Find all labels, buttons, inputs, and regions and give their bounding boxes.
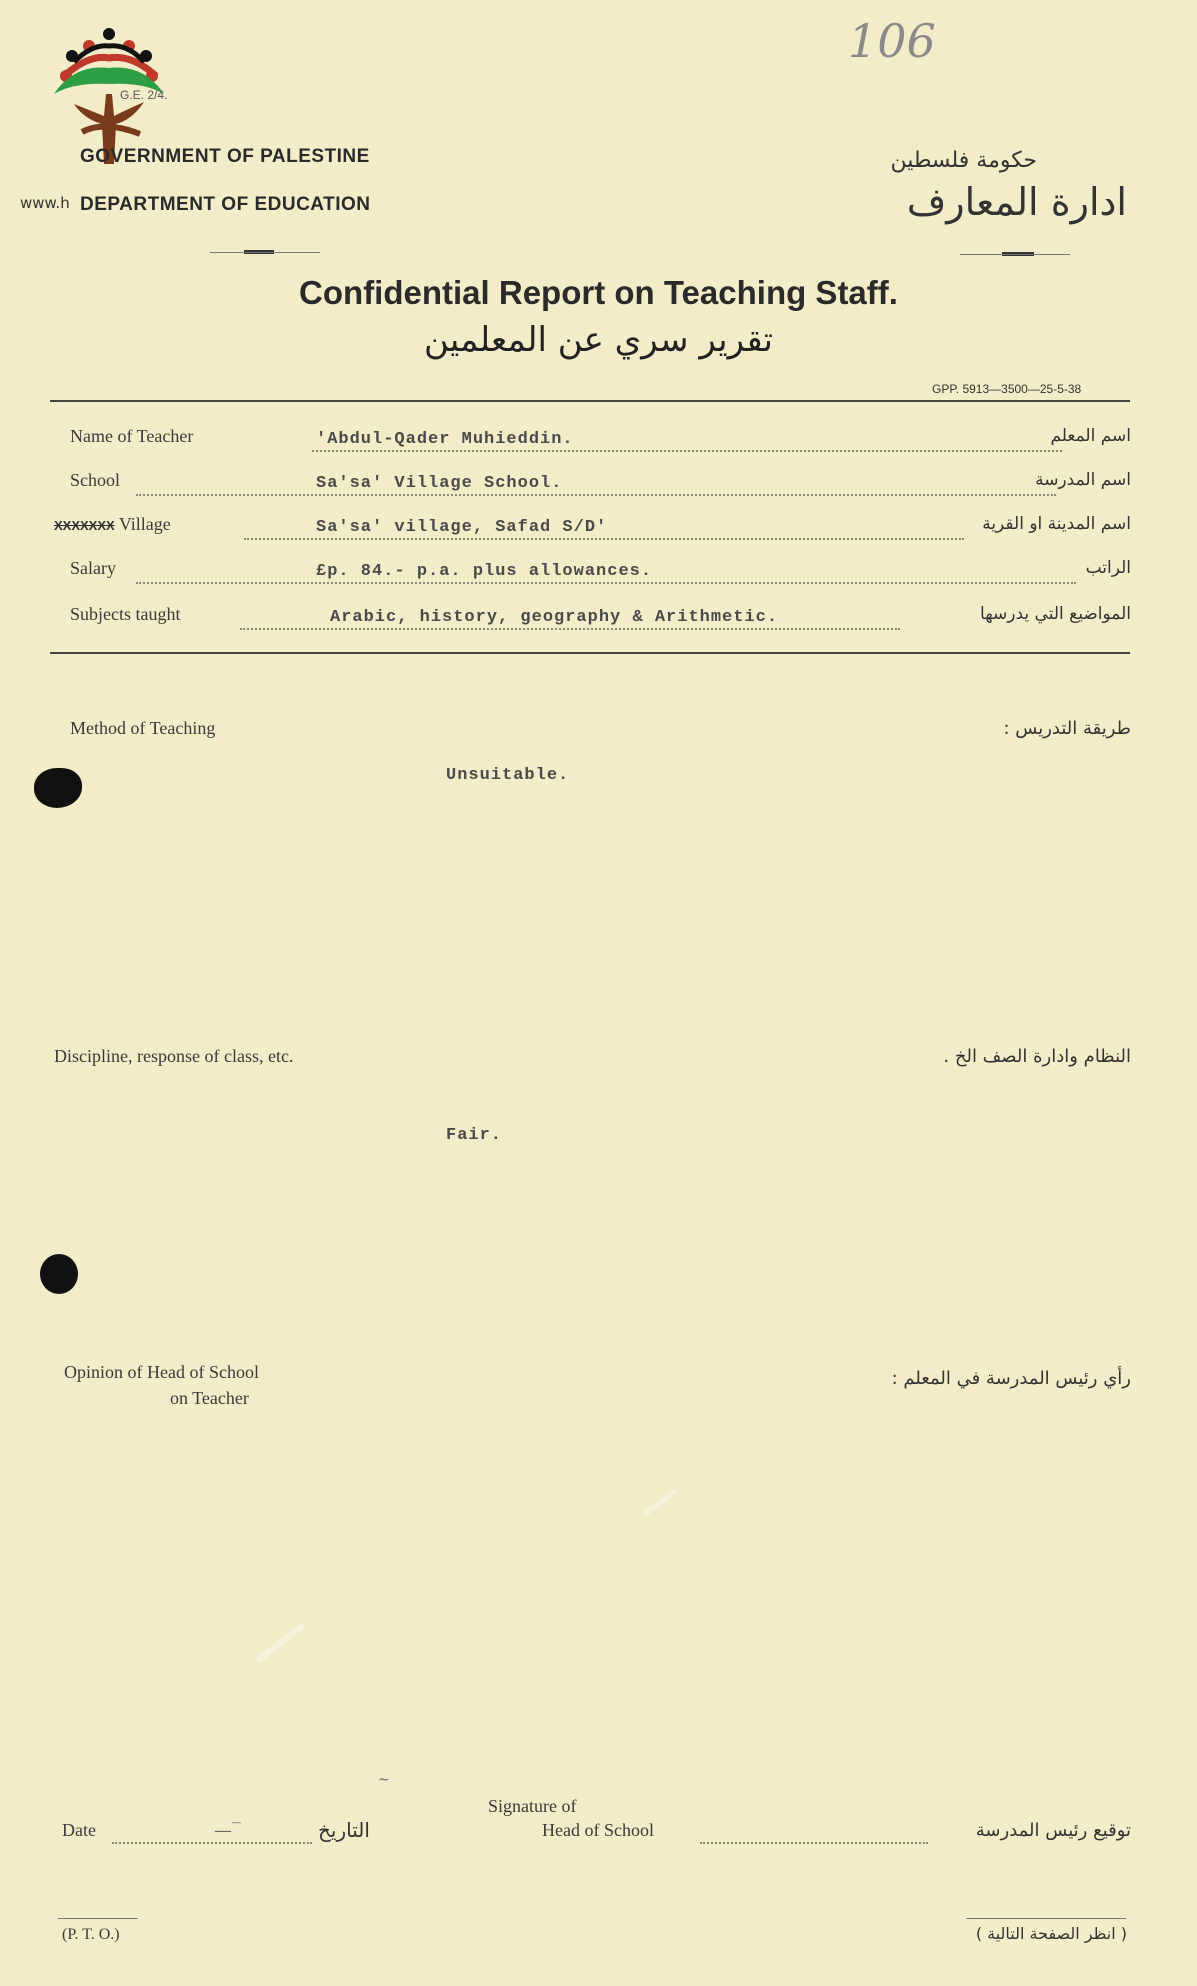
department-heading-ar: ادارة المعارف: [906, 180, 1127, 224]
pto-label: (P. T. O.): [62, 1926, 120, 1943]
signature-label-ar: توقيع رئيس المدرسة: [975, 1820, 1131, 1841]
field-label-ar: اسم المدينة او القرية: [982, 514, 1131, 534]
field-label-ar: الراتب: [1085, 558, 1131, 578]
date-dotted-line: [112, 1842, 312, 1844]
field-dotted-line: [244, 538, 964, 540]
punch-hole-mark: [40, 1254, 78, 1294]
watermark-url: www.h: [20, 194, 70, 212]
field-dotted-line: [312, 450, 1062, 452]
opinion-label-en-line1: Opinion of Head of School: [64, 1362, 259, 1382]
signature-label-line2: Head of School: [542, 1820, 654, 1840]
method-value: Unsuitable.: [446, 766, 570, 785]
footer-rule-left: [58, 1918, 138, 1919]
field-label-en: Salary: [70, 558, 116, 578]
report-title-en: Confidential Report on Teaching Staff.: [299, 274, 898, 311]
bottom-rule: [50, 652, 1130, 654]
department-heading-en: DEPARTMENT OF EDUCATION: [80, 194, 371, 215]
teacher-name-value: 'Abdul-Qader Muhieddin.: [316, 430, 574, 449]
date-label: Date: [62, 1820, 96, 1840]
discipline-value: Fair.: [446, 1126, 503, 1145]
signature-label-line1: Signature of: [488, 1796, 577, 1816]
subjects-value: Arabic, history, geography & Arithmetic.: [330, 608, 779, 627]
field-label-en: Subjects taught: [70, 604, 181, 624]
method-label-en: Method of Teaching: [70, 718, 216, 738]
opinion-label-ar: رأي رئيس المدرسة في المعلم :: [891, 1368, 1131, 1389]
salary-value: £p. 84.- p.a. plus allowances.: [316, 562, 653, 581]
opinion-label-en-line2: on Teacher: [170, 1388, 249, 1408]
village-value: Sa'sa' village, Safad S/D': [316, 518, 608, 537]
field-dotted-line: [136, 494, 1056, 496]
government-heading-en: GOVERNMENT OF PALESTINE: [80, 146, 370, 167]
handwritten-page-number: 106: [848, 14, 936, 68]
report-title-ar: تقرير سري عن المعلمين: [423, 320, 773, 360]
print-reference: GPP. 5913—3500—25-5-38: [932, 382, 1082, 396]
field-label-en: Name of Teacher: [70, 426, 194, 446]
date-handwriting: —‾: [214, 1820, 241, 1841]
struck-out-word: XXXXXXX: [54, 518, 115, 533]
pto-label-ar: ( انظر الصفحة التالية ): [975, 1924, 1127, 1943]
field-label-ar: اسم المعلم: [1050, 426, 1131, 446]
school-value: Sa'sa' Village School.: [316, 474, 563, 493]
field-label-en: School: [70, 470, 121, 490]
discipline-label-en: Discipline, response of class, etc.: [54, 1046, 294, 1066]
paper-crease: [643, 1488, 678, 1517]
punch-hole-mark: [34, 768, 82, 808]
footer-rule-right: [966, 1918, 1126, 1919]
discipline-label-ar: النظام وادارة الصف الخ .: [943, 1046, 1131, 1067]
field-dotted-line: [136, 582, 1076, 584]
field-label-en: [54, 514, 171, 535]
header-rule-left: [210, 252, 320, 253]
method-label-ar: طريقة التدريس :: [1003, 718, 1131, 739]
paper-crease: [255, 1622, 306, 1664]
government-heading-ar: حكومة فلسطين: [890, 148, 1037, 173]
signature-scribble: ~: [378, 1772, 390, 1788]
field-label-ar: المواضيع التي يدرسها: [980, 604, 1131, 624]
top-rule: [50, 400, 1130, 402]
field-dotted-line: [240, 628, 900, 630]
village-label: Village: [118, 514, 171, 534]
header-rule-right: [960, 254, 1070, 255]
signature-dotted-line: [700, 1842, 928, 1844]
field-label-ar: اسم المدرسة: [1035, 470, 1131, 490]
form-reference: G.E. 2/4.: [120, 88, 168, 102]
date-label-ar: التاريخ: [318, 1818, 370, 1842]
